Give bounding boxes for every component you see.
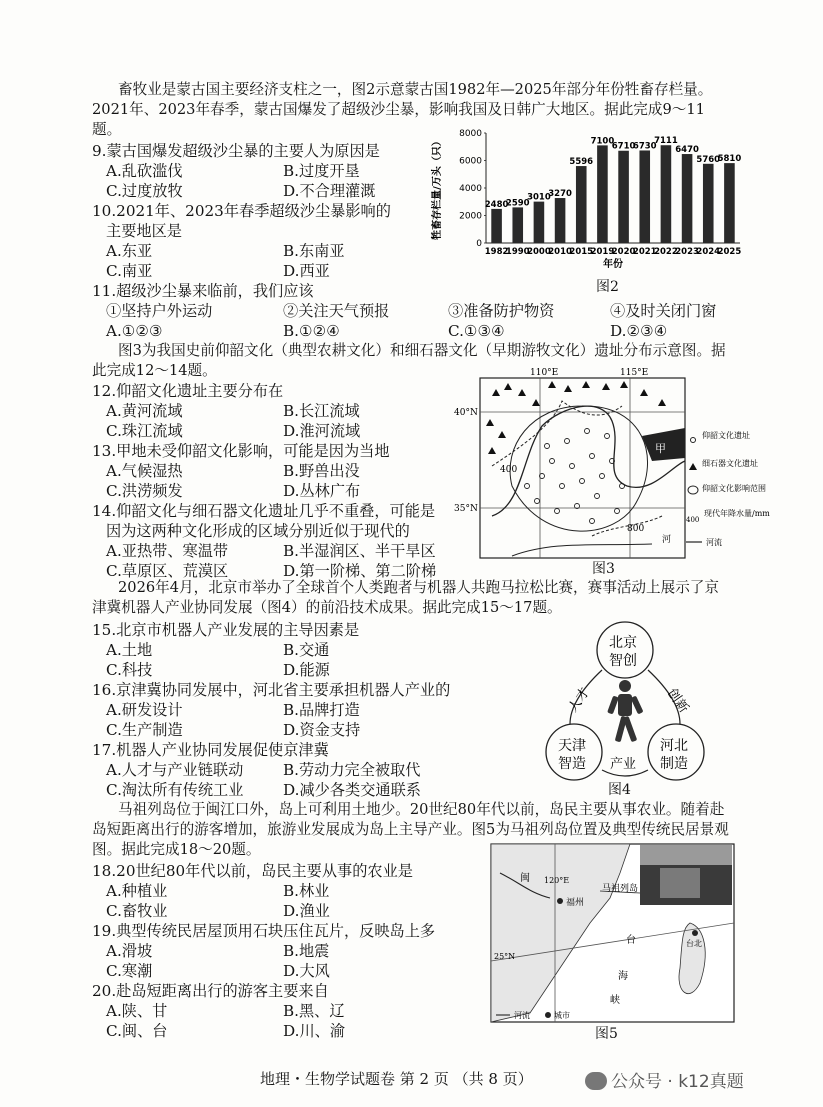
q12-option-a[interactable]: A.黄河流域 <box>106 402 183 420</box>
q14-option-d[interactable]: D.第一阶梯、第二阶梯 <box>283 562 437 580</box>
fig2-bar <box>639 150 650 243</box>
q11-item-4: ④及时关闭门窗 <box>610 302 717 320</box>
q16-stem: 16.京津冀协同发展中，河北省主要承担机器人产业的 <box>92 681 451 699</box>
q14-option-a[interactable]: A.亚热带、寒温带 <box>106 542 229 560</box>
intro-12-14: 图3为我国史前仰韶文化（典型农耕文化）和细石器文化（早期游牧文化）遗址分布示意图。据此完成12～14题。 <box>92 342 726 379</box>
fig2-xtick-label: 2000 <box>527 247 551 257</box>
fig5-label-fuzhou: 福州 <box>566 898 585 908</box>
fig2-data-label: 5760 <box>696 154 721 165</box>
q9-option-b[interactable]: B.过度开垦 <box>283 162 360 180</box>
fig2-xtick-label: 2023 <box>675 247 699 257</box>
q9-option-d[interactable]: D.不合理灌溉 <box>283 182 376 200</box>
fig3-yangshao-sites <box>525 429 625 524</box>
q12-option-d[interactable]: D.淮河流域 <box>283 422 361 440</box>
q11-stem: 11.超级沙尘暴来临前，我们应该 <box>92 282 314 300</box>
fig2-xtick-label: 2010 <box>548 247 572 257</box>
q17-option-d[interactable]: D.减少各类交通联系 <box>283 781 421 799</box>
fig3-legend-yangshao: 仰韶文化遗址 <box>702 431 750 440</box>
fig5-city-taibei <box>692 930 698 936</box>
fig3-label-river: 河 <box>662 535 672 545</box>
fig3-influence-range <box>510 406 647 531</box>
fig3-legend-yangshao-symbol <box>691 438 696 443</box>
fig2-ytick-label: 2000 <box>459 211 482 222</box>
q17-stem: 17.机器人产业协同发展促使京津冀 <box>92 741 329 759</box>
fig3-lon-115: 115°E <box>620 368 649 378</box>
intro-9-11: 畜牧业是蒙古国主要经济支柱之一，图2示意蒙古国1982年—2025年部分年份牲畜存栏量。2021年、2023年春季，蒙古国爆发了超级沙尘暴，影响我国及日韩广大地区。据此完成9～11题。 <box>92 81 713 138</box>
q13-option-d[interactable]: D.丛林广布 <box>283 482 361 500</box>
fig3-label-jia: 甲 <box>655 442 666 455</box>
wechat-icon <box>585 1072 607 1090</box>
fig5-legend-river: 河流 <box>514 1011 530 1020</box>
watermark-text: 公众号 · k12真题 <box>611 1072 744 1092</box>
fig2-xtick-label: 2025 <box>717 247 742 257</box>
page-footer: 地理・生物学试题卷 第 2 页 （共 8 页） <box>260 1070 533 1088</box>
fig2-data-label: 6470 <box>675 145 699 156</box>
fig3-legend-range: 仰韶文化影响范围 <box>702 484 766 493</box>
q20-option-b[interactable]: B.黑、辽 <box>283 1002 345 1020</box>
q12-option-b[interactable]: B.长江流域 <box>283 402 360 420</box>
fig2-data-label: 6710 <box>611 141 636 152</box>
fig2-bar <box>724 163 735 243</box>
fig4-caption: 图4 <box>608 782 631 798</box>
fig2-data-label: 2590 <box>505 198 530 209</box>
q15-option-a[interactable]: A.土地 <box>106 641 153 659</box>
q15-stem: 15.北京市机器人产业发展的主导因素是 <box>92 621 360 639</box>
q9-option-c[interactable]: C.过度放牧 <box>106 182 183 200</box>
q11-option-d[interactable]: D.②③④ <box>610 322 668 340</box>
q19-option-d[interactable]: D.大风 <box>283 962 330 980</box>
fig2-ytick-label: 0 <box>476 239 482 249</box>
q17-option-a[interactable]: A.人才与产业链联动 <box>106 761 244 779</box>
fig5-city-fuzhou <box>557 898 563 904</box>
fig3-legend-xishiqi: 细石器文化遗址 <box>702 459 758 468</box>
fig4-zhizao: 智造 <box>558 756 586 772</box>
q20-option-a[interactable]: A.陕、甘 <box>106 1002 168 1020</box>
fig2-xtick-label: 2015 <box>569 247 594 257</box>
q18-stem: 18.20世纪80年代以前，岛民主要从事的农业是 <box>92 862 413 880</box>
fig3-legend-range-symbol <box>688 486 698 494</box>
fig4-hebei: 河北 <box>660 738 688 754</box>
fig2-data-label: 5810 <box>717 154 742 165</box>
q20-option-d[interactable]: D.川、渝 <box>283 1022 346 1040</box>
fig3-caption: 图3 <box>592 561 615 577</box>
q9-stem: 9.蒙古国爆发超级沙尘暴的主要人为原因是 <box>92 142 380 160</box>
fig2-xtick-label: 2022 <box>654 247 678 257</box>
q14-option-b[interactable]: B.半湿润区、半干旱区 <box>283 542 436 560</box>
fig2-xtick-label: 2021 <box>632 247 657 257</box>
fig2-bar <box>576 166 587 243</box>
fig2-xtick-label: 2020 <box>611 247 636 257</box>
fig4-zhichuang: 智创 <box>609 653 637 669</box>
fig3-river-2 <box>512 544 652 556</box>
q15-option-b[interactable]: B.交通 <box>283 641 330 659</box>
q11-option-c[interactable]: C.①③④ <box>448 322 505 340</box>
q12-stem: 12.仰韶文化遗址主要分布在 <box>92 382 284 400</box>
fig5-label-hai: 海 <box>618 971 628 982</box>
q11-option-b[interactable]: B.①②④ <box>283 322 340 340</box>
fig2-data-label: 6730 <box>632 141 657 152</box>
fig2-data-label: 7111 <box>654 136 678 147</box>
fig4-edge-chuangxin: 创新 <box>663 686 692 716</box>
fig2-bar <box>661 145 672 243</box>
fig3-label-400: 400 <box>500 465 518 475</box>
fig3-label-800: 800 <box>627 524 645 534</box>
q15-option-c[interactable]: C.科技 <box>106 661 153 679</box>
q20-stem: 20.赴岛短距离出行的游客主要来自 <box>92 982 329 1000</box>
q14-stem: 14.仰韶文化与细石器文化遗址几乎不重叠，可能是 <box>92 502 436 520</box>
fig2-bar-chart <box>428 125 748 275</box>
q20-option-c[interactable]: C.闽、台 <box>106 1022 168 1040</box>
fig2-ytick-label: 4000 <box>459 184 482 194</box>
q18-option-c[interactable]: C.畜牧业 <box>106 902 168 920</box>
q16-option-c[interactable]: C.生产制造 <box>106 721 183 739</box>
fig2-bar <box>555 198 566 243</box>
q14-option-c[interactable]: C.草原区、荒漠区 <box>106 562 229 580</box>
fig2-data-label: 2480 <box>484 199 509 210</box>
q11-option-a[interactable]: A.①②③ <box>106 322 163 340</box>
q17-option-b[interactable]: B.劳动力完全被取代 <box>283 761 421 779</box>
fig2-xtick-label: 1990 <box>505 247 530 257</box>
fig2-bar <box>491 209 502 243</box>
fig2-data-label: 7100 <box>590 136 615 147</box>
fig5-label-taibei: 台北 <box>686 939 702 948</box>
fig5-label-tai: 台 <box>626 935 636 946</box>
q16-option-d[interactable]: D.资金支持 <box>283 721 361 739</box>
q17-option-c[interactable]: C.淘汰所有传统工业 <box>106 781 244 799</box>
fig2-data-label: 5596 <box>569 157 594 168</box>
q18-option-b[interactable]: B.林业 <box>283 882 330 900</box>
fig5-house-photo-sky <box>640 845 732 865</box>
q13-option-b[interactable]: B.野兽出没 <box>283 462 360 480</box>
fig3-legend-xishiqi-symbol <box>689 463 697 470</box>
fig2-xlabel: 年份 <box>603 259 623 270</box>
q18-option-a[interactable]: A.种植业 <box>106 882 168 900</box>
fig2-ylabel: 牲畜存栏量/万头（只） <box>432 136 443 240</box>
q19-stem: 19.典型传统民居屋顶用石块压住瓦片，反映岛上多 <box>92 922 436 940</box>
fig5-label-25n: 25°N <box>494 952 516 961</box>
q11-item-3: ③准备防护物资 <box>448 302 555 320</box>
fig4-edge-chanye: 产业 <box>610 757 637 772</box>
q12-option-c[interactable]: C.珠江流域 <box>106 422 183 440</box>
q10-stem-cont: 主要地区是 <box>106 222 182 240</box>
fig2-ytick-label: 6000 <box>459 156 482 167</box>
fig3-lat-35: 35°N <box>454 504 478 514</box>
q19-option-a[interactable]: A.滑坡 <box>106 942 153 960</box>
fig5-label-120e: 120°E <box>544 876 570 885</box>
fig2-xtick-label: 2019 <box>590 247 615 257</box>
fig5-house-photo-building <box>660 868 700 898</box>
watermark <box>585 1067 744 1092</box>
fig5-label-mazu: 马祖列岛 <box>602 884 639 894</box>
fig3-map <box>452 366 770 562</box>
fig2-bar <box>512 207 523 243</box>
q10-option-c[interactable]: C.南亚 <box>106 262 153 280</box>
q9-option-a[interactable]: A.乱砍滥伐 <box>106 162 183 180</box>
fig2-xtick-label: 2024 <box>696 247 721 257</box>
fig2-bar <box>597 145 608 243</box>
fig4-zhizao-hebei: 制造 <box>660 756 688 772</box>
q10-option-b[interactable]: B.东南亚 <box>283 242 345 260</box>
fig3-xishiqi-sites <box>486 381 666 454</box>
q16-option-a[interactable]: A.研发设计 <box>106 701 183 719</box>
fig5-legend-city-symbol <box>545 1012 551 1018</box>
q10-option-a[interactable]: A.东亚 <box>106 242 153 260</box>
fig4-edge-rencai: 人才 <box>565 685 593 716</box>
q13-option-c[interactable]: C.洪涝频发 <box>106 482 183 500</box>
fig2-data-label: 3270 <box>548 189 572 200</box>
fig2-caption: 图2 <box>596 279 619 295</box>
fig5-label-min: 闽 <box>520 873 530 884</box>
fig2-data-label: 3010 <box>527 192 551 203</box>
q10-stem: 10.2021年、2023年春季超级沙尘暴影响的 <box>92 202 391 220</box>
fig3-lat-40: 40°N <box>454 408 478 418</box>
fig2-ytick-label: 8000 <box>459 129 482 139</box>
fig4-tianjin: 天津 <box>558 738 586 754</box>
fig5-legend-city: 城市 <box>554 1011 570 1020</box>
q18-option-d[interactable]: D.渔业 <box>283 902 330 920</box>
fig4-diagram <box>540 620 710 790</box>
fig2-bar <box>534 202 545 243</box>
fig2-bar <box>703 164 714 243</box>
fig5-caption: 图5 <box>595 1026 618 1042</box>
q11-item-1: ①坚持户外运动 <box>106 302 213 320</box>
q14-stem-cont: 因为这两种文化形成的区域分别近似于现代的 <box>106 522 410 540</box>
q16-option-b[interactable]: B.品牌打造 <box>283 701 360 719</box>
fig4-beijing: 北京 <box>609 635 637 651</box>
fig3-legend-precip: 现代年降水量/mm <box>704 509 770 518</box>
fig2-bar <box>682 154 693 243</box>
fig3-legend-river: 河流 <box>706 538 722 547</box>
fig3-yellow-river <box>492 406 685 516</box>
q19-option-b[interactable]: B.地震 <box>283 942 330 960</box>
q13-option-a[interactable]: A.气候湿热 <box>106 462 183 480</box>
fig3-legend-precip-val: 400 <box>686 516 700 524</box>
q11-item-2: ②关注天气预报 <box>283 302 390 320</box>
fig3-lon-110: 110°E <box>530 368 559 378</box>
intro-15-17: 2026年4月，北京市举办了全球首个人类跑者与机器人共跑马拉松比赛，赛事活动上展示了京津冀机器人产业协同发展（图4）的前沿技术成果。据此完成15～17题。 <box>92 579 719 616</box>
q13-stem: 13.甲地未受仰韶文化影响，可能是因为当地 <box>92 442 390 460</box>
fig4-robot-icon <box>607 680 643 742</box>
fig2-bar <box>618 151 629 243</box>
fig5-map <box>490 843 735 1023</box>
q19-option-c[interactable]: C.寒潮 <box>106 962 153 980</box>
q15-option-d[interactable]: D.能源 <box>283 661 330 679</box>
intro-18-20: 马祖列岛位于闽江口外，岛上可利用土地少。20世纪80年代以前，岛民主要从事农业。随着赴岛短距离出行的游客增加，旅游业发展成为岛上主导产业。图5为马祖列岛位置及典型传统民居景观图。据此完成18～20题。 <box>92 801 729 858</box>
fig5-label-xia: 峡 <box>610 995 620 1006</box>
fig2-xtick-label: 1982 <box>484 247 509 257</box>
q10-option-d[interactable]: D.西亚 <box>283 262 330 280</box>
